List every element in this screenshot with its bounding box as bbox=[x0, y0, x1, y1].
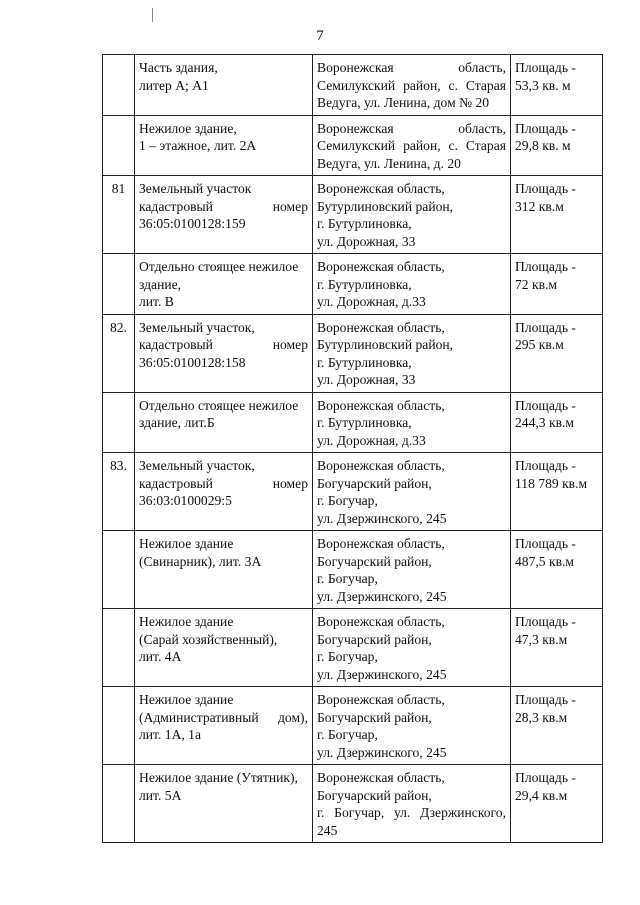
table-row bbox=[103, 392, 603, 453]
object-address: Воронежская область, г. Бутурлиновка, ул. Дорожная, д.33 bbox=[313, 392, 511, 453]
scan-mark bbox=[152, 8, 153, 22]
table-row bbox=[103, 609, 603, 687]
row-number: 83. bbox=[103, 453, 135, 531]
object-address: Воронежская область, Богучарский район, г. Богучар, ул. Дзержинского, 245 bbox=[313, 531, 511, 609]
table-row bbox=[103, 176, 603, 254]
row-number bbox=[103, 115, 135, 176]
object-address: Воронежская область, Богучарский район, г. Богучар, ул. Дзержинского, 245 bbox=[313, 765, 511, 843]
object-area: Площадь - 118 789 кв.м bbox=[511, 453, 603, 531]
row-number bbox=[103, 392, 135, 453]
object-area: Площадь - 29,4 кв.м bbox=[511, 765, 603, 843]
object-description: Отдельно стоящее нежилое здание, лит. В bbox=[135, 254, 313, 315]
row-number bbox=[103, 687, 135, 765]
table-row bbox=[103, 765, 603, 843]
object-description: Нежилое здание (Свинарник), лит. 3А bbox=[135, 531, 313, 609]
table-row bbox=[103, 453, 603, 531]
table-row bbox=[103, 687, 603, 765]
object-address: Воронежская область, Семилукский район, с. Старая Ведуга, ул. Ленина, дом № 20 bbox=[313, 55, 511, 116]
object-description: Нежилое здание (Сарай хозяйственный), лит. 4А bbox=[135, 609, 313, 687]
object-description: Нежилое здание (Административный дом), лит. 1А, 1а bbox=[135, 687, 313, 765]
object-description: Отдельно стоящее нежилое здание, лит.Б bbox=[135, 392, 313, 453]
object-description: Нежилое здание (Утятник), лит. 5А bbox=[135, 765, 313, 843]
table-row bbox=[103, 55, 603, 116]
object-area: Площадь - 295 кв.м bbox=[511, 314, 603, 392]
page-number: 7 bbox=[316, 28, 324, 44]
object-description: Земельный участок, кадастровый номер 36:05:0100128:158 bbox=[135, 314, 313, 392]
object-area: Площадь - 244,3 кв.м bbox=[511, 392, 603, 453]
object-address: Воронежская область, Бутурлиновский район, г. Бутурлиновка, ул. Дорожная, 33 bbox=[313, 176, 511, 254]
table-row bbox=[103, 254, 603, 315]
object-address: Воронежская область, г. Бутурлиновка, ул. Дорожная, д.33 bbox=[313, 254, 511, 315]
row-number bbox=[103, 609, 135, 687]
object-address: Воронежская область, Бутурлиновский район, г. Бутурлиновка, ул. Дорожная, 33 bbox=[313, 314, 511, 392]
row-number bbox=[103, 531, 135, 609]
object-area: Площадь - 47,3 кв.м bbox=[511, 609, 603, 687]
row-number bbox=[103, 55, 135, 116]
object-address: Воронежская область, Богучарский район, г. Богучар, ул. Дзержинского, 245 bbox=[313, 687, 511, 765]
object-area: Площадь - 312 кв.м bbox=[511, 176, 603, 254]
row-number bbox=[103, 254, 135, 315]
object-description: Нежилое здание, 1 – этажное, лит. 2А bbox=[135, 115, 313, 176]
row-number bbox=[103, 765, 135, 843]
object-description: Часть здания, литер А; А1 bbox=[135, 55, 313, 116]
table-row bbox=[103, 115, 603, 176]
row-number: 81 bbox=[103, 176, 135, 254]
object-description: Земельный участок, кадастровый номер 36:03:0100029:5 bbox=[135, 453, 313, 531]
object-area: Площадь - 72 кв.м bbox=[511, 254, 603, 315]
row-number: 82. bbox=[103, 314, 135, 392]
object-area: Площадь - 53,3 кв. м bbox=[511, 55, 603, 116]
object-address: Воронежская область, Семилукский район, с. Старая Ведуга, ул. Ленина, д. 20 bbox=[313, 115, 511, 176]
table-row bbox=[103, 531, 603, 609]
object-area: Площадь - 29,8 кв. м bbox=[511, 115, 603, 176]
object-area: Площадь - 487,5 кв.м bbox=[511, 531, 603, 609]
object-area: Площадь - 28,3 кв.м bbox=[511, 687, 603, 765]
object-address: Воронежская область, Богучарский район, г. Богучар, ул. Дзержинского, 245 bbox=[313, 453, 511, 531]
property-table bbox=[102, 54, 603, 843]
object-address: Воронежская область, Богучарский район, г. Богучар, ул. Дзержинского, 245 bbox=[313, 609, 511, 687]
object-description: Земельный участок кадастровый номер 36:05:0100128:159 bbox=[135, 176, 313, 254]
table-row bbox=[103, 314, 603, 392]
